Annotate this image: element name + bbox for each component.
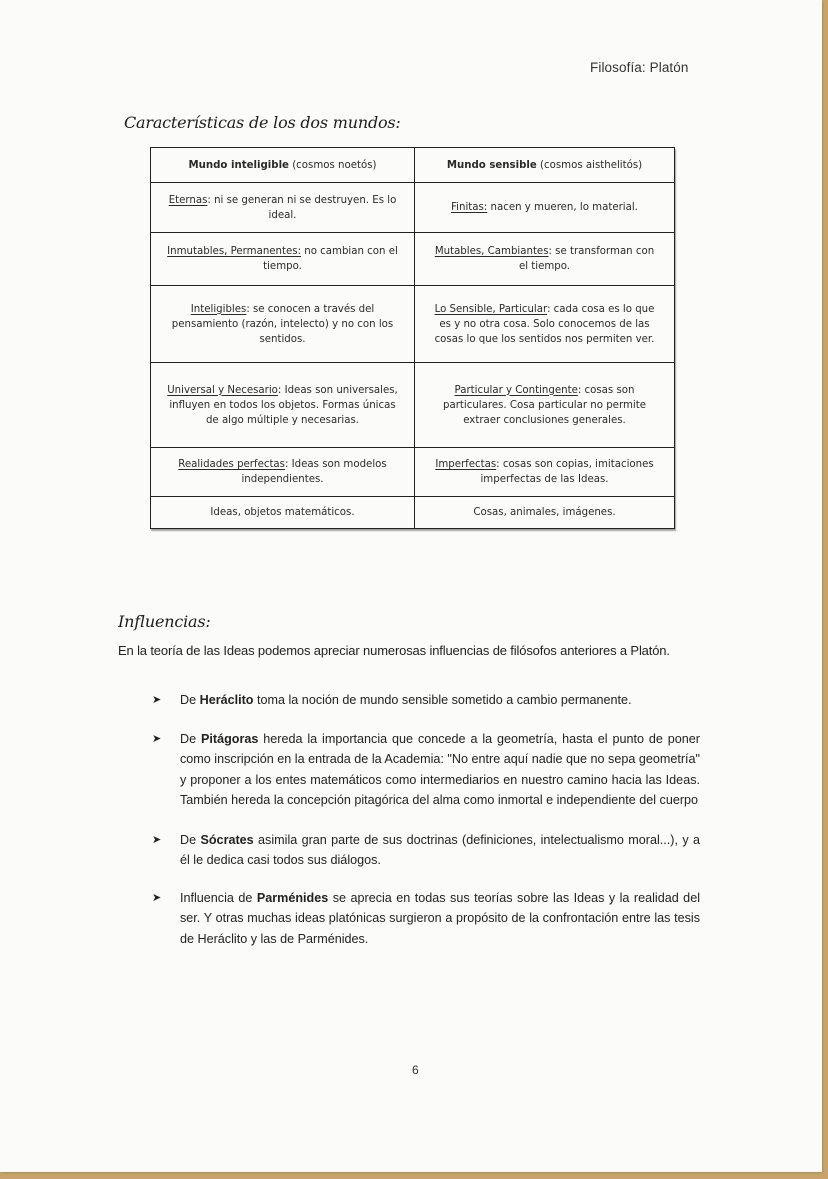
arrowhead-bullet-icon: ➤ <box>152 833 162 846</box>
table-cell <box>151 233 415 286</box>
cell-text: : Ideas son universales, influyen en todos los objetos. Formas únicas de algo múltiple y necesarias. <box>169 384 398 426</box>
header-bold: Mundo inteligible <box>188 159 289 171</box>
item-prefix: De <box>180 731 201 746</box>
table-header-row <box>151 148 675 183</box>
cell-text: : se conocen a través del pensamiento (razón, intelecto) y no con los sentidos. <box>171 303 394 345</box>
table-row <box>151 286 675 363</box>
running-header: Filosofía: Platón <box>590 60 689 75</box>
list-item <box>150 690 700 711</box>
item-prefix: De <box>180 693 200 707</box>
philosopher-name: Parménides <box>256 890 329 905</box>
cell-text: : ni se generan ni se destruyen. Es lo ideal. <box>207 194 397 221</box>
table-cell <box>415 233 675 286</box>
table-cell <box>415 363 675 448</box>
philosopher-name: Heráclito <box>199 693 254 707</box>
arrowhead-bullet-icon: ➤ <box>152 694 162 706</box>
cell-term: Eternas <box>168 194 208 206</box>
item-text: se aprecia en todas sus teorías sobre las Ideas y la realidad del ser. Y otras muchas ideas platónicas surgieron a propósito de la confrontación entre las tesis de Heráclito y las de Parménides. <box>180 890 700 946</box>
influences-list <box>150 690 700 964</box>
arrowhead-bullet-icon: ➤ <box>152 732 162 745</box>
cell-text: Ideas, objetos matemáticos. <box>210 507 355 518</box>
worlds-comparison-table <box>150 147 675 529</box>
table-cell <box>151 497 415 529</box>
item-prefix: De <box>180 832 201 847</box>
arrowhead-bullet-icon: ➤ <box>152 891 162 904</box>
cell-term: Particular y Contingente <box>454 384 578 396</box>
list-item <box>150 830 700 871</box>
header-rest: (cosmos aisthelitós) <box>536 159 643 171</box>
list-item <box>150 729 700 811</box>
philosopher-name: Pitágoras <box>200 731 259 746</box>
cell-term: Universal y Necesario <box>167 384 278 396</box>
table-row <box>151 183 675 233</box>
header-sensible-world <box>415 148 675 183</box>
table-cell <box>415 286 675 363</box>
section-title-worlds: Características de los dos mundos: <box>124 113 401 132</box>
cell-term: Imperfectas <box>435 459 497 470</box>
list-item <box>150 888 700 950</box>
cell-term: Mutables, Cambiantes <box>434 246 549 257</box>
cell-term: Realidades perfectas <box>178 459 285 470</box>
table-cell <box>415 448 675 497</box>
cell-text: : cada cosa es lo que es y no otra cosa. Solo conocemos de las cosas lo que los sentidos nos permiten ver. <box>434 303 655 345</box>
cell-text: Cosas, animales, imágenes. <box>473 507 616 518</box>
cell-text: : se transforman con el tiempo. <box>518 246 655 272</box>
item-prefix: Influencia de <box>180 890 257 905</box>
cell-term: Lo Sensible, Particular <box>434 303 547 315</box>
cell-term: Inteligibles <box>190 303 247 315</box>
cell-text: nacen y mueren, lo material. <box>487 202 638 213</box>
table-row <box>151 448 675 497</box>
item-text: toma la noción de mundo sensible sometido a cambio permanente. <box>253 693 632 707</box>
table-cell <box>415 183 675 233</box>
table-cell <box>151 448 415 497</box>
influences-intro-paragraph: En la teoría de las Ideas podemos apreciar numerosas influencias de filósofos anteriores a Platón. <box>118 643 670 658</box>
table-cell <box>151 286 415 363</box>
philosopher-name: Sócrates <box>200 832 254 847</box>
cell-text: : cosas son copias, imitaciones imperfectas de las Ideas. <box>480 459 654 485</box>
table-row <box>151 497 675 529</box>
table-cell <box>151 183 415 233</box>
cell-term: Finitas: <box>451 202 488 213</box>
item-text: asimila gran parte de sus doctrinas (definiciones, intelectualismo moral...), y a él le dedica casi todos sus diálogos. <box>180 832 700 867</box>
table-row <box>151 233 675 286</box>
cell-text: no cambian con el tiempo. <box>263 246 398 272</box>
cell-term: Inmutables, Permanentes: <box>167 246 302 257</box>
table-cell <box>151 363 415 448</box>
cell-text: : Ideas son modelos independientes. <box>241 459 387 485</box>
header-intelligible-world <box>151 148 415 183</box>
item-text: hereda la importancia que concede a la geometría, hasta el punto de poner como inscripción en la entrada de la Academia: "No entre aquí nadie que no sepa geometría" y proponer a los entes matemáticos como intermediarios en nuestro camino hacia las Ideas. También hereda la concepción pitagórica del alma como inmortal e independiente del cuerpo <box>180 731 701 807</box>
cell-text: : cosas son particulares. Cosa particular no permite extraer conclusiones generales. <box>443 384 646 426</box>
table-cell <box>415 497 675 529</box>
section-title-influences: Influencias: <box>118 612 211 631</box>
header-rest: (cosmos noetós) <box>288 159 377 171</box>
table-row <box>151 363 675 448</box>
page-number: 6 <box>412 1063 419 1077</box>
header-bold: Mundo sensible <box>446 159 537 171</box>
